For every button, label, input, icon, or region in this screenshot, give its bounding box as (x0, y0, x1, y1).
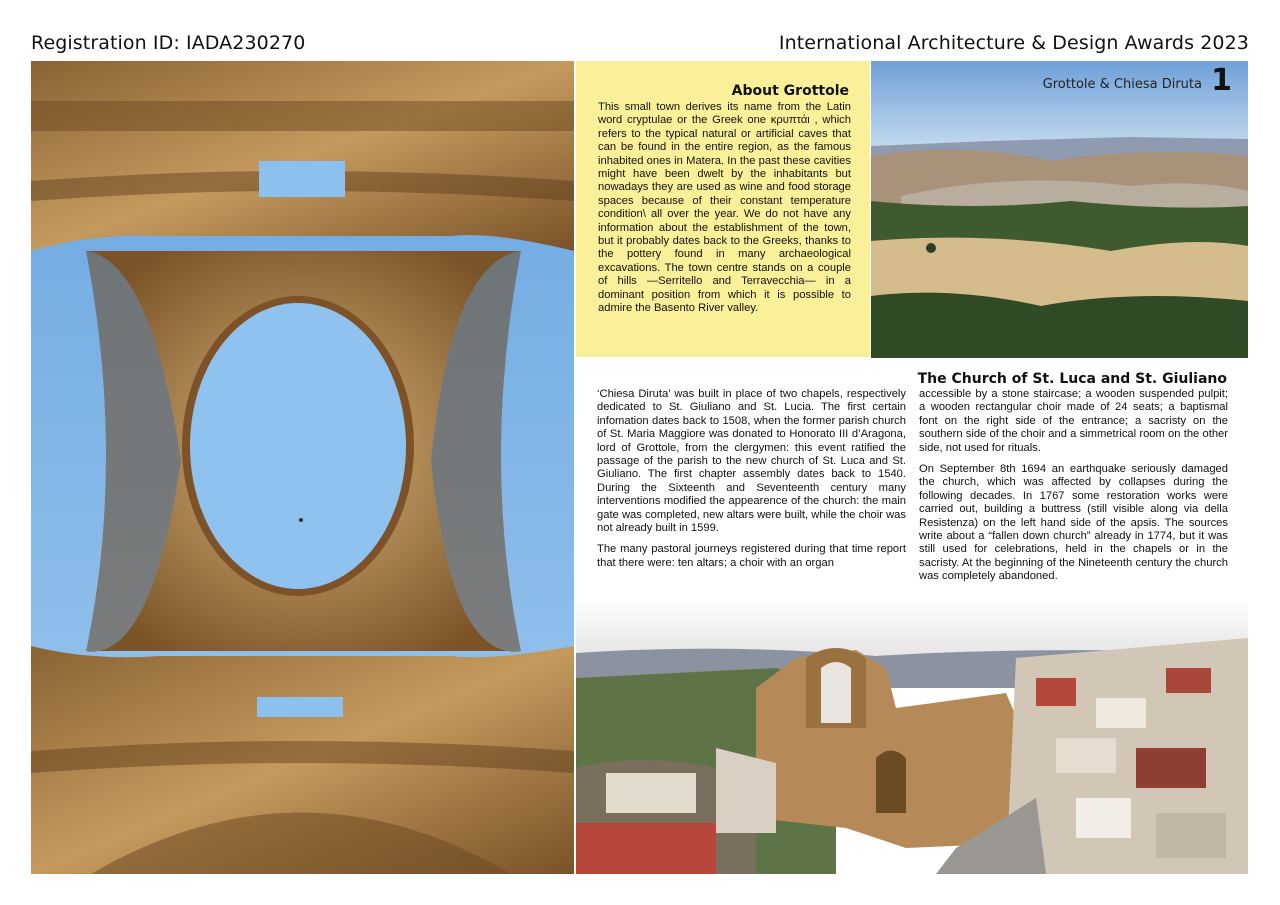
about-panel (576, 61, 870, 357)
about-body: This small town derives its name from the Latin word cryptulae or the Greek one κρυπτάι , which refers to the typical natural or artificial caves that can be found in the entire region, as the famous inhabited ones in Matera. In the past these cavities might have been dwelt by the inhabitants but nowadays they are used as wine and food storage spaces because of their constant temperature condition\ all over the year. We do not have any information about the establishment of the town, but it probably dates back to the Greeks, thanks to the pottery found in many archaeological excavations. The town centre stands on a couple of hills —Serritello and Terravecchia— in a dominant position from which it is possible to admire the Basento River valley. (598, 101, 851, 315)
church-paragraph-4: On September 8th 1694 an earthquake seriously damaged the church, which was affected by collapses during the following decades. In 1767 some restoration works were carried out, building a buttress (still visible along via della Resistenza) on the left hand side of the apsis. The sources write about a “fallen down church” already in 1774, but it was still used for celebrations, held in the chapels or in the sacristy. At the beginning of the Nineteenth century the church was completely abandoned. (919, 463, 1228, 583)
church-paragraph-3: accessible by a stone staircase; a wooden suspended pulpit; a wooden rectangular choir made of 24 seats; a baptismal font on the right side of the entrance; a sacristy on the southern side of the choir and a simmetrical room on the other side, not used for rituals. (919, 388, 1228, 454)
award-title: International Architecture & Design Awards 2023 (778, 32, 1249, 54)
church-aerial-photo (576, 598, 1248, 874)
landscape-photo (871, 61, 1248, 358)
page-number: 1 (1211, 63, 1232, 98)
church-paragraph-1: ‘Chiesa Diruta’ was built in place of two chapels, respectively dedicated to St. Giuliano and St. Lucia. The first certain infomation dates back to 1508, when the former parish church of St. Maria Maggiore was donated to Honorato III d’Aragona, lord of Grottole, from the clergymen: this event ratified the passage of the parish to the new church of St. Luca and St. Giuliano. The first chapter assembly dates back to 1540. During the Sixteenth and Seventeenth century many interventions modified the appearence of the church: the main gate was completed, new altars were built, while the choir was not already built in 1599. (597, 388, 906, 535)
church-paragraph-2: The many pastoral journeys registered during that time report that there were: ten altars; a choir with an organ (597, 543, 906, 569)
church-column-left (597, 388, 906, 578)
registration-id: Registration ID: IADA230270 (31, 32, 306, 54)
vault-photo (31, 61, 574, 874)
photo-caption: Grottole & Chiesa Diruta (1042, 77, 1202, 92)
church-column-right (919, 388, 1228, 592)
church-title: The Church of St. Luca and St. Giuliano (917, 371, 1227, 387)
about-title: About Grottole (731, 83, 849, 99)
